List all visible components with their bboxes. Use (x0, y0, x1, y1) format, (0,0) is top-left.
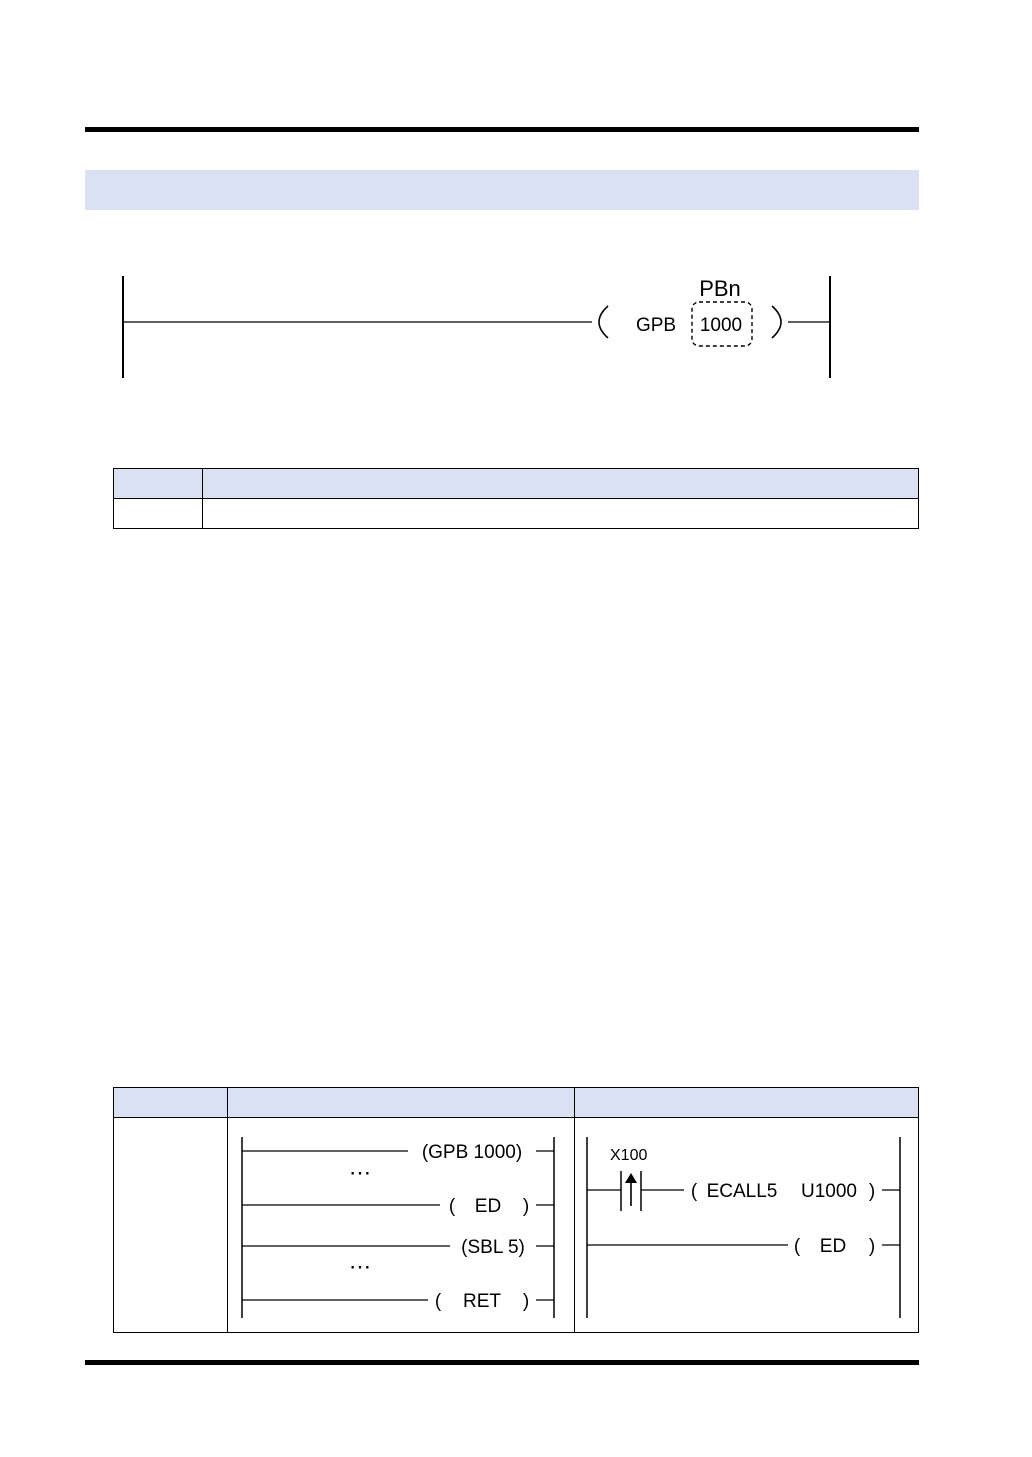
svg-text:): ) (522, 1196, 530, 1217)
ecall-instruction: ECALL5 (706, 1181, 778, 1202)
left-rung-4-text: RET (463, 1291, 501, 1312)
left-rung-3-text: (SBL 5) (461, 1237, 525, 1258)
svg-text:(: ( (690, 1181, 698, 1202)
svg-text:(: ( (434, 1291, 442, 1312)
left-rung-2-text: ED (474, 1196, 502, 1217)
bottom-rule (85, 1360, 919, 1365)
instruction-name: GPB (635, 315, 677, 336)
svg-text:): ) (522, 1291, 530, 1312)
svg-text:(: ( (793, 1236, 801, 1257)
left-ellipsis-2: ⋯ (349, 1254, 371, 1279)
right-rung-2-text: ED (819, 1236, 847, 1257)
operand-value: 1000 (699, 315, 743, 336)
svg-text:(: ( (448, 1196, 456, 1217)
svg-text:): ) (868, 1181, 876, 1202)
ecall-operand: U1000 (801, 1181, 857, 1202)
operand-label: PBn (699, 276, 741, 301)
contact-label: X100 (610, 1147, 648, 1164)
svg-text:): ) (868, 1236, 876, 1257)
left-rung-1-text: (GPB 1000) (421, 1142, 523, 1163)
left-ellipsis-1: ⋯ (349, 1160, 371, 1185)
